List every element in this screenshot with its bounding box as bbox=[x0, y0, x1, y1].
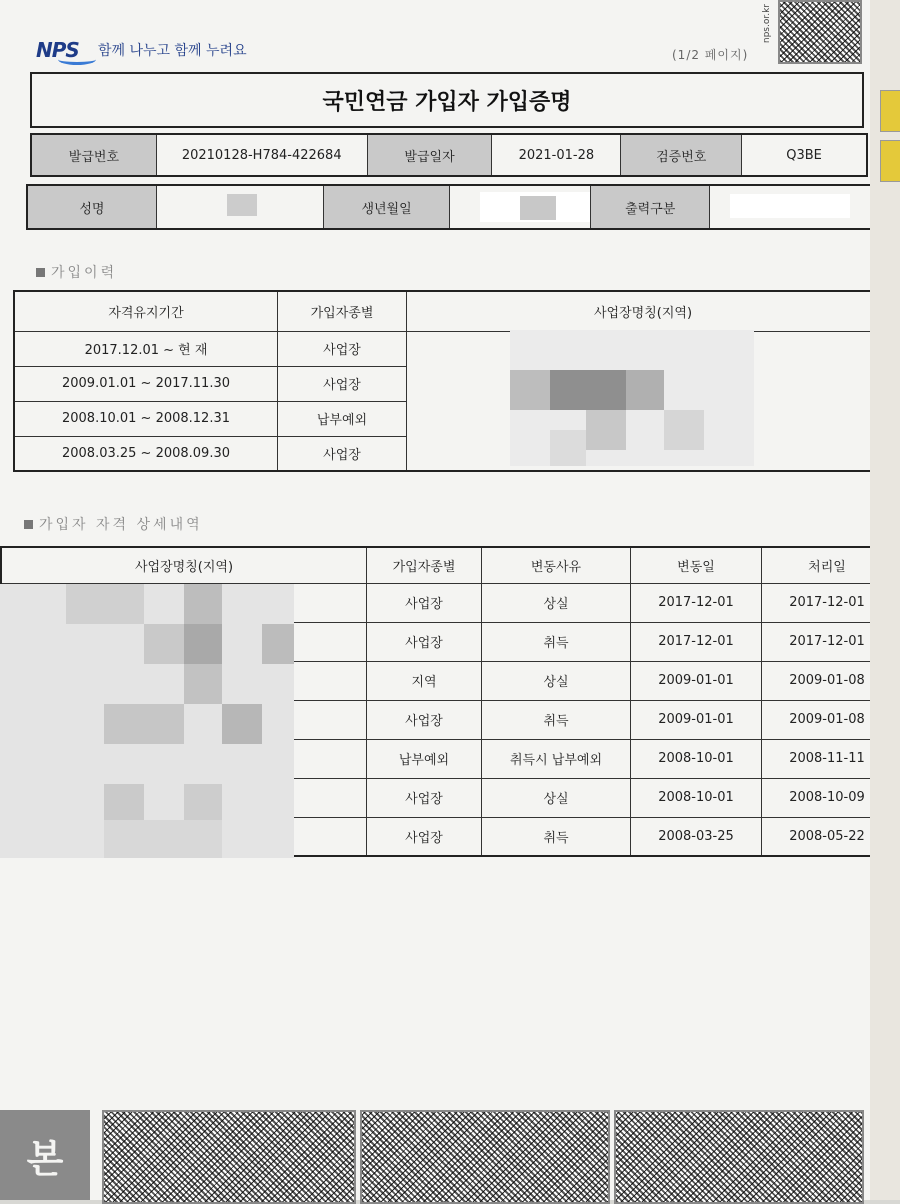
page-indicator: (1/2 페이지) bbox=[672, 48, 749, 62]
birth-value-redacted bbox=[450, 186, 591, 228]
barcode-icon bbox=[360, 1110, 610, 1204]
detail-reason: 상실 bbox=[482, 583, 631, 622]
slogan: 함께 나누고 함께 누려요 bbox=[98, 43, 247, 59]
detail-proc-date: 2017-12-01 bbox=[762, 583, 894, 622]
issue-info-row bbox=[30, 133, 868, 177]
detail-section-label: 가입자 자격 상세내역 bbox=[39, 517, 203, 533]
barcode-icon bbox=[614, 1110, 864, 1204]
history-header-workplace: 사업장명칭(지역) bbox=[407, 291, 881, 331]
history-period: 2009.01.01 ~ 2017.11.30 bbox=[14, 366, 278, 401]
detail-header-change-date: 변동일 bbox=[631, 547, 762, 583]
detail-change-date: 2009-01-01 bbox=[631, 700, 762, 739]
history-period: 2017.12.01 ~ 현 재 bbox=[14, 331, 278, 366]
history-period: 2008.10.01 ~ 2008.12.31 bbox=[14, 401, 278, 436]
redaction-mosaic bbox=[0, 584, 294, 858]
qr-code-icon bbox=[778, 0, 862, 64]
history-section-title bbox=[36, 262, 117, 282]
square-bullet-icon bbox=[24, 520, 33, 529]
detail-header-proc-date: 처리일 bbox=[762, 547, 894, 583]
barcode-icon bbox=[102, 1110, 356, 1204]
folder-tab bbox=[880, 90, 900, 132]
history-section-label: 가입이력 bbox=[51, 265, 118, 281]
detail-header-reason: 변동사유 bbox=[482, 547, 631, 583]
history-type: 사업장 bbox=[278, 331, 407, 366]
site-url: nps.or.kr bbox=[762, 4, 772, 44]
issue-date-label: 발급일자 bbox=[368, 135, 493, 175]
detail-change-date: 2017-12-01 bbox=[631, 622, 762, 661]
verify-label: 검증번호 bbox=[621, 135, 742, 175]
issue-date-value: 2021-01-28 bbox=[492, 135, 621, 175]
detail-change-date: 2008-10-01 bbox=[631, 778, 762, 817]
detail-type: 지역 bbox=[367, 661, 482, 700]
verify-code-value: Q3BE bbox=[786, 147, 822, 163]
detail-section-title bbox=[24, 514, 203, 534]
detail-change-date: 2017-12-01 bbox=[631, 583, 762, 622]
personal-info-row bbox=[26, 184, 872, 230]
output-label: 출력구분 bbox=[591, 186, 710, 228]
history-type: 납부예외 bbox=[278, 401, 407, 436]
detail-change-date: 2008-03-25 bbox=[631, 817, 762, 856]
original-stamp: 본 bbox=[0, 1110, 90, 1200]
history-type: 사업장 bbox=[278, 436, 407, 471]
detail-change-date: 2008-10-01 bbox=[631, 739, 762, 778]
detail-type: 사업장 bbox=[367, 583, 482, 622]
detail-proc-date: 2017-12-01 bbox=[762, 622, 894, 661]
detail-type: 사업장 bbox=[367, 817, 482, 856]
background-desk bbox=[870, 0, 900, 1200]
logo-swoosh-icon bbox=[58, 54, 96, 65]
birth-label: 생년월일 bbox=[324, 186, 451, 228]
detail-reason: 취득 bbox=[482, 700, 631, 739]
detail-reason: 취득 bbox=[482, 817, 631, 856]
history-header-period: 자격유지기간 bbox=[14, 291, 278, 331]
detail-change-date: 2009-01-01 bbox=[631, 661, 762, 700]
detail-reason: 취득 bbox=[482, 622, 631, 661]
detail-reason: 상실 bbox=[482, 661, 631, 700]
history-type: 사업장 bbox=[278, 366, 407, 401]
history-period: 2008.03.25 ~ 2008.09.30 bbox=[14, 436, 278, 471]
issue-no-label: 발급번호 bbox=[32, 135, 157, 175]
history-header-type: 가입자종별 bbox=[278, 291, 407, 331]
detail-reason: 상실 bbox=[482, 778, 631, 817]
detail-type: 사업장 bbox=[367, 778, 482, 817]
name-value-redacted bbox=[157, 186, 324, 228]
detail-proc-date: 2008-11-11 bbox=[762, 739, 894, 778]
redaction-mosaic bbox=[510, 330, 754, 466]
output-value-redacted bbox=[710, 186, 870, 228]
detail-proc-date: 2008-10-09 bbox=[762, 778, 894, 817]
square-bullet-icon bbox=[36, 268, 45, 277]
detail-type: 납부예외 bbox=[367, 739, 482, 778]
detail-type: 사업장 bbox=[367, 622, 482, 661]
issue-no-value: 20210128-H784-422684 bbox=[157, 135, 368, 175]
detail-header-workplace: 사업장명칭(지역) bbox=[1, 547, 367, 583]
detail-type: 사업장 bbox=[367, 700, 482, 739]
detail-proc-date: 2009-01-08 bbox=[762, 661, 894, 700]
document-title: 국민연금 가입자 가입증명 bbox=[30, 72, 864, 128]
detail-proc-date: 2008-05-22 bbox=[762, 817, 894, 856]
detail-proc-date: 2009-01-08 bbox=[762, 700, 894, 739]
name-label: 성명 bbox=[28, 186, 157, 228]
folder-tab bbox=[880, 140, 900, 182]
nps-logo: NPS bbox=[36, 38, 79, 62]
detail-header-type: 가입자종별 bbox=[367, 547, 482, 583]
detail-reason: 취득시 납부예외 bbox=[482, 739, 631, 778]
